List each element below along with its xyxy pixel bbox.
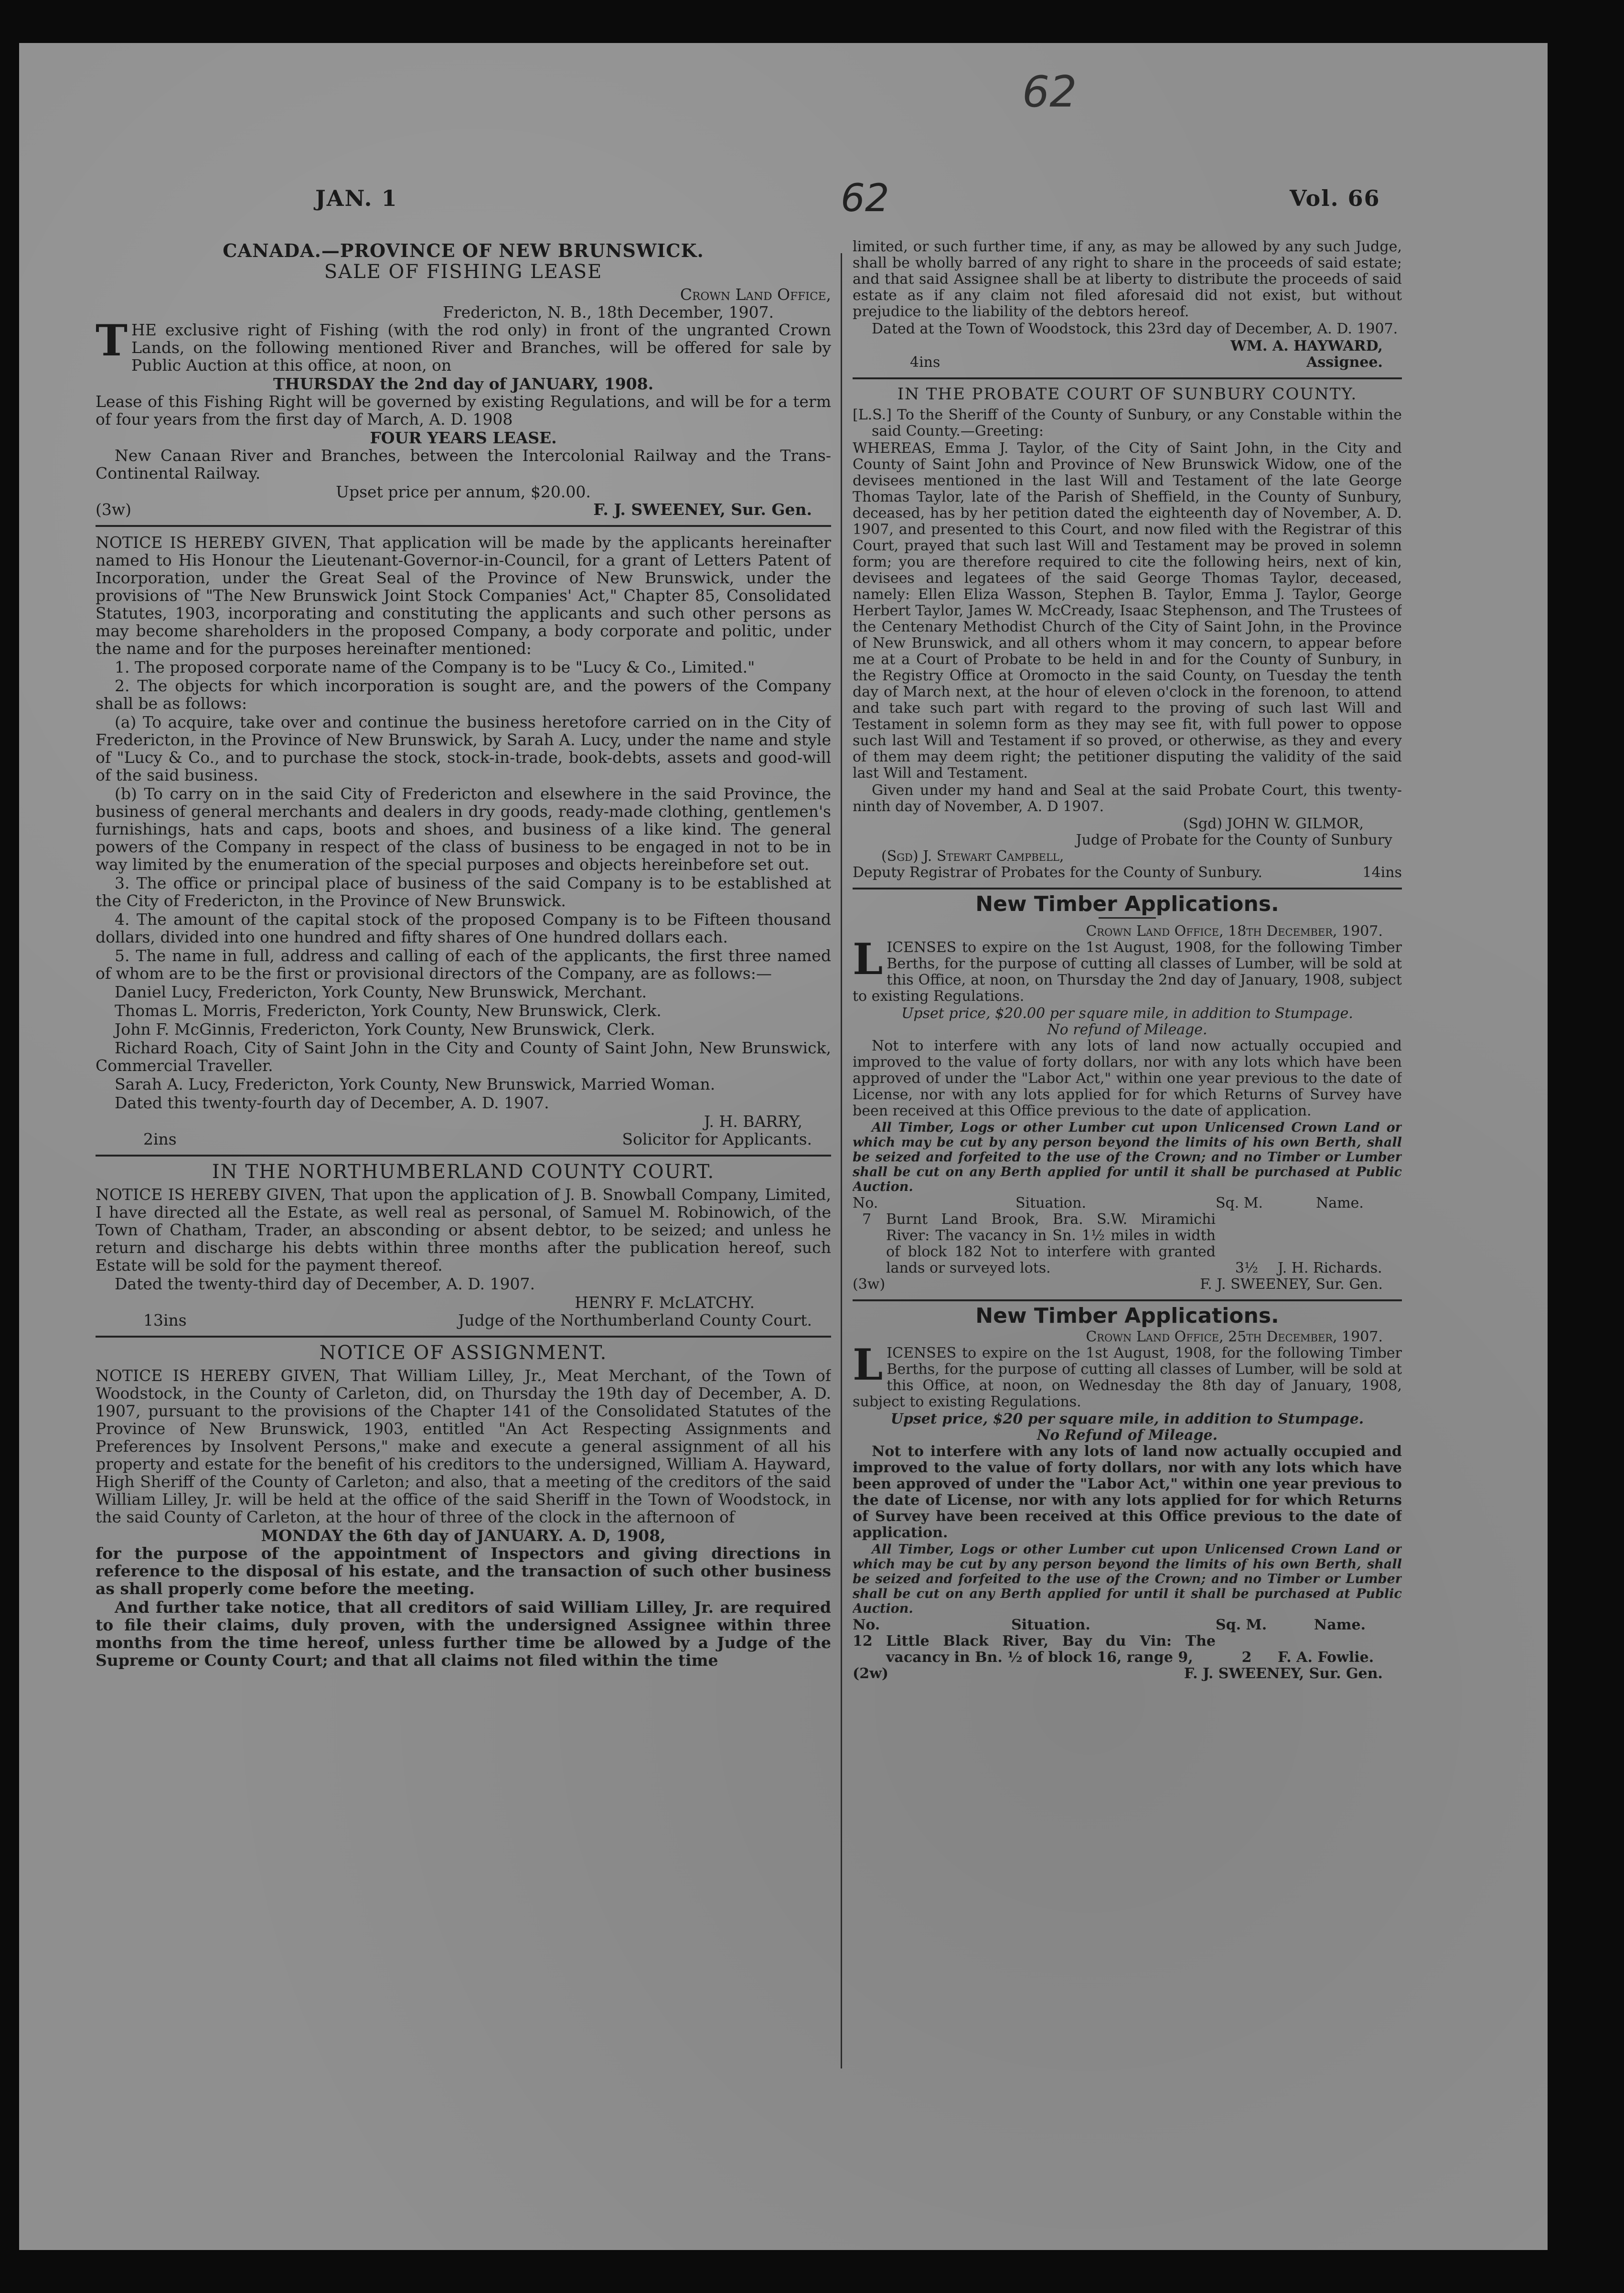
applicant: Thomas L. Morris, Fredericton, York County, New Brunswick, Clerk. — [115, 1001, 662, 1020]
berth-table — [853, 1195, 1402, 1276]
place-date: Fredericton, N. B., 18th December, 1907. — [442, 303, 774, 321]
probate-body: WHEREAS, Emma J. Taylor, of the City of Saint John, in the City and County of Saint John and Province of New Brunswick Widow, one of the devisees mentioned in the last Will and Testament of the late George Thomas Taylor, late of the Parish of Sheffield, in the County of Sunbury, deceased, has by her petition dated the eighteenth day of November, A. D. 1907, and presented to this Court, and now filed with the Registrar of this Court, prayed that such last Will and Testament may be proved in solemn form; you are therefore required to cite the following heirs, next of kin, devisees and legatees of the said George Thomas Taylor, deceased, namely: Ellen Eliza Wasson, Stephen B. Taylor, Emma J. Taylor, George Herbert Taylor, James W. McCready, Isaac Stephenson, and The Trustees of the Centenary Methodist Church of the City of Saint John, in the Province of New Brunswick, and all others whom it may concern, to appear before me at a Court of Probate to be held in and for the County of Sunbury, in the Registry Office at Oromocto in the said County, on Tuesday the tenth day of March next, at the hour of eleven o'clock in the forenoon, to attend and take such part with regard to the proving of such last Will and Testament in solemn form as they may see fit, with full power to oppose such last Will and Testament if so proved, or otherwise, as they and every of them may deem right; the petitioner disputing the validity of the said last Will and Testament. — [853, 440, 1402, 782]
given-line: Given under my hand and Seal at the said Probate Court, this twenty-ninth day of November, A. D 1907. — [853, 782, 1402, 815]
lease-body: HE exclusive right of Fishing (with the rod only) in front of the ungranted Crown Lands, on the following mentioned River and Branches, will be offered for sale by Public Auction at this office, at noon, on — [131, 321, 831, 375]
incorporation-item: 4. The amount of the capital stock of the proposed Company is to be Fifteen thousand dollars, divided into one hundred and fifty shares of One hundred dollars each. — [96, 910, 831, 946]
fishing-lease-notice — [96, 242, 831, 527]
upset-price: Upset price, $20 per square mile, in addition to Stumpage. — [890, 1411, 1364, 1427]
insertion-count: 2ins — [143, 1130, 177, 1148]
left-column — [96, 239, 831, 2088]
upset-price: Upset price per annum, $20.00. — [336, 482, 591, 501]
berth-sqm: 3½ — [1235, 1260, 1259, 1276]
incorporation-item: (a) To acquire, take over and continue the business heretofore carried on in the City of Fredericton, in the Province of New Brunswick, by Sarah A. Lucy, under the name and style of "Lucy & Co., and to purchase the stock, stock-in-trade, book-debts, assets and good-will of the said business. — [96, 713, 831, 784]
insertion-count: 4ins — [910, 354, 940, 371]
insertion-count: (3w) — [853, 1276, 886, 1293]
signer: J. H. BARRY, — [704, 1112, 802, 1131]
incorporation-item: 2. The objects for which incorporation is sought are, and the powers of the Company shall be as follows: — [96, 676, 831, 713]
judge-signature: (Sgd) JOHN W. GILMOR, — [1183, 815, 1364, 832]
deputy-role: Deputy Registrar of Probates for the County of Sunbury. — [853, 864, 1262, 881]
assignment-notice — [96, 1344, 831, 1677]
signer: HENRY F. McLATCHY. — [575, 1293, 755, 1312]
licenses-body: ICENSES to expire on the 1st August, 1908, for the following Timber Berths, for the purpose of cutting all classes of Lumber, will be sold at this Office, at noon, on Wednesday the 8th day of January, 1908, subject to existing Regulations. — [853, 1345, 1402, 1410]
notice-body: NOTICE IS HEREBY GIVEN, That upon the application of J. B. Snowball Company, Limited, I have directed all the Estate, as well real as personal, of Samuel M. Robinowich, of the Town of Chatham, Trader, an absconding or absent debtor, to be seized; and unless he return and discharge his debts within three months after the publication hereof, such Estate will be sold for the payment thereof. — [96, 1185, 831, 1275]
column-divider — [841, 253, 842, 2068]
notice-title: IN THE PROBATE COURT OF SUNBURY COUNTY. — [897, 385, 1357, 404]
incorporation-intro: NOTICE IS HEREBY GIVEN, That application will be made by the applicants hereinafter named to His Honour the Lieutenant-Governor-in-Council, for a grant of Letters Patent of Incorporation, under the Great Seal of the Province of New Brunswick, under the provisions of "The New Brunswick Joint Stock Companies' Act," Chapter 85, Consolidated Statutes, 1903, incorporating and constituting the applicants and such other persons as may become shareholders in the proposed Company, a body corporate and politic, under the name and for the purposes hereinafter mentioned: — [96, 533, 831, 658]
dated-line: Dated at the Town of Woodstock, this 23rd day of December, A. D. 1907. — [872, 321, 1398, 337]
office-date: Crown Land Office, 25th December, 1907. — [1086, 1329, 1383, 1345]
right-column — [853, 239, 1402, 2088]
short-rule — [1099, 917, 1156, 919]
timber-applications-2 — [853, 1304, 1402, 1689]
applicant: Sarah A. Lucy, Fredericton, York County, New Brunswick, Married Woman. — [115, 1075, 716, 1093]
col-header: Name. — [1314, 1617, 1366, 1633]
applicant: Richard Roach, City of Saint John in the City and County of Saint John, New Brunswick, Commercial Traveller. — [96, 1039, 831, 1075]
handwritten-page-number: 62 — [1022, 67, 1077, 117]
col-header: Situation. — [1015, 1195, 1086, 1211]
warning-note: All Timber, Logs or other Lumber cut upon Unlicensed Crown Land or which may be cut by any person beyond the limits of his own Berth, shall be seized and forfeited to the use of the Crown; and no Timber or Lumber shall be cut on any Berth applied for until it shall be purchased at Public Auction. — [853, 1542, 1402, 1616]
interfere-note: Not to interfere with any lots of land now actually occupied and improved to the value of forty dollars, nor with any lots which have been approved of under the "Labor Act," within one year previous to the date of License, nor with any lots applied for for which Returns of Survey have been received at this Office previous to the date of application. — [853, 1443, 1402, 1541]
berth-name: J. H. Richards. — [1278, 1260, 1382, 1276]
berth-name: F. A. Fowlie. — [1278, 1649, 1374, 1666]
office-date: Crown Land Office, 18th December, 1907. — [1086, 923, 1383, 940]
notice-title: CANADA.—PROVINCE OF NEW BRUNSWICK. — [223, 240, 704, 261]
berth-situation: Burnt Land Brook, Bra. S.W. Miramichi River: The vacancy in Sn. 1½ miles in width of block 182 Not to interfere with granted lands or surveyed lots. — [886, 1211, 1216, 1276]
refund-note: No refund of Mileage. — [1047, 1021, 1207, 1038]
applicant: John F. McGinnis, Fredericton, York County, New Brunswick, Clerk. — [115, 1020, 655, 1039]
upset-price: Upset price, $20.00 per square mile, in addition to Stumpage. — [901, 1005, 1353, 1022]
incorporation-item: 3. The office or principal place of business of the said Company is to be established at the City of Fredericton, in the Province of New Brunswick. — [96, 874, 831, 910]
licenses-body: ICENSES to expire on the 1st August, 1908, for the following Timber Berths, for the purpose of cutting all classes of Lumber, will be sold at this Office, at noon, on Thursday the 2nd day of January, 1908, subject to existing Regulations. — [853, 939, 1402, 1005]
probate-court-notice — [853, 386, 1402, 889]
signer: F. J. SWEENEY, Sur. Gen. — [593, 500, 812, 519]
incorporation-item: 1. The proposed corporate name of the Company is to be "Lucy & Co., Limited." — [115, 658, 755, 676]
drop-cap: T — [96, 315, 128, 366]
incorporation-item: 5. The name in full, address and calling of each of the applicants, the first three named of whom are to be the first or provisional directors of the Company, are as follows:— — [96, 946, 831, 983]
notice-title: New Timber Applications. — [975, 1304, 1279, 1328]
col-header: No. — [853, 1617, 880, 1633]
dated-line: Dated this twenty-fourth day of December, A. D. 1907. — [115, 1093, 549, 1112]
interfere-note: Not to interfere with any lots of land now actually occupied and improved to the value of forty dollars, nor with any lots which have been approved of under the "Labor Act," within one year previous to the date of License, nor with any lots applied for for which Returns of Survey have been received at this Office previous to the date of application. — [853, 1038, 1402, 1119]
meeting-purpose: for the purpose of the appointment of Inspectors and giving directions in reference to the disposal of his estate, and the transaction of such other business as shall properly come before the meeting. — [96, 1544, 831, 1598]
col-header: Sq. M. — [1216, 1617, 1267, 1633]
notice-subtitle: SALE OF FISHING LEASE — [324, 261, 603, 283]
header-date: JAN. 1 — [315, 185, 398, 211]
signer-role: Solicitor for Applicants. — [622, 1130, 812, 1148]
notice-body: NOTICE IS HEREBY GIVEN, That William Lilley, Jr., Meat Merchant, of the Town of Woodstock, in the County of Carleton, did, on Thursday the 19th day of December, A. D. 1907, pursuant to the provisions of the Chapter 141 of the Consolidated Statutes of the Province of New Brunswick, 1903, entitled "An Act Respecting Assignments and Preferences by Insolvent Persons," make and execute a general assignment of all his property and estate for the benefit of his creditors to the undersigned, William A. Hayward, High Sheriff of the County of Carleton; and also, that a meeting of the creditors of the said William Lilley, Jr. will be held at the office of the said Sheriff in the Town of Woodstock, in the said County of Carleton, at the hour of three of the clock in the afternoon of — [96, 1366, 831, 1526]
applicant: Daniel Lucy, Fredericton, York County, New Brunswick, Merchant. — [115, 983, 647, 1001]
insertion-count: (2w) — [853, 1665, 889, 1682]
river-description: New Canaan River and Branches, between the Intercolonial Railway and the Trans-Continental Railway. — [96, 446, 831, 482]
header-volume: Vol. 66 — [1290, 185, 1380, 211]
lease-terms: Lease of this Fishing Right will be governed by existing Regulations, and will be for a term of four years from the first day of March, A. D. 1908 — [96, 392, 831, 429]
assignment-continued-text: limited, or such further time, if any, as may be allowed by any such Judge, shall be wholly barred of any right to share in the proceeds of said estate; and that said Assignee shall be at liberty to distribute the proceeds of said estate as if any claim not filed aforesaid did not exist, but without prejudice to the liability of the debtors hereof. — [853, 239, 1402, 320]
probate-address: To the Sheriff of the County of Sunbury, or any Constable within the said County.—Greeting: — [872, 407, 1402, 439]
signer-role: Judge of the Northumberland County Court. — [458, 1311, 812, 1329]
col-header: Sq. M. — [1216, 1195, 1263, 1211]
warning-note: All Timber, Logs or other Lumber cut upon Unlicensed Crown Land or which may be cut by any person beyond the limits of his own Berth, shall be seized and forfeited to the use of the Crown; and no Timber or Lumber shall be cut on any Berth applied for until it shall be purchased at Public Auction. — [853, 1120, 1402, 1194]
col-header: Situation. — [1011, 1617, 1090, 1633]
northumberland-court-notice — [96, 1163, 831, 1338]
signer: F. J. SWEENEY, Sur. Gen. — [1184, 1665, 1383, 1682]
insertion-count: 14ins — [1362, 864, 1402, 881]
signer: F. J. SWEENEY, Sur. Gen. — [1200, 1276, 1383, 1293]
judge-role: Judge of Probate for the County of Sunbury — [1076, 832, 1392, 848]
berth-sqm: 2 — [1241, 1649, 1252, 1666]
col-header: No. — [853, 1195, 878, 1211]
berth-situation: Little Black River, Bay du Vin: The vacancy in Bn. ½ of block 16, range 9, — [886, 1633, 1216, 1666]
col-header: Name. — [1316, 1195, 1364, 1211]
page-number-mark: 62 — [841, 176, 889, 220]
insertion-count: (3w) — [96, 500, 131, 519]
dated-line: Dated the twenty-third day of December, A. D. 1907. — [115, 1275, 535, 1293]
berth-no: 7 — [862, 1211, 872, 1228]
incorporation-item: (b) To carry on in the said City of Fredericton and elsewhere in the said Province, the business of general merchants and dealers in dry goods, ready-made clothing, gentlemen's furnishings, hats and caps, boots and shoes, and business of a like kind. The general powers of the Company in respect of the class of business to be engaged in not to be in way limited by the enumeration of the special purposes and objects hereinbefore set out. — [96, 784, 831, 874]
lease-heading: FOUR YEARS LEASE. — [370, 429, 557, 447]
drop-cap: L — [853, 1339, 883, 1390]
notice-title: New Timber Applications. — [975, 892, 1279, 916]
auction-day: THURSDAY the 2nd day of JANUARY, 1908. — [273, 375, 654, 393]
insertion-count: 13ins — [143, 1311, 187, 1329]
berth-no: 12 — [853, 1633, 873, 1650]
incorporation-notice — [96, 534, 831, 1157]
further-notice: And further take notice, that all creditors of said William Lilley, Jr. are required to file their claims, duly proven, with the undersigned Assignee within three months from the time hereof, unless further time be allowed by a Judge of the Supreme or County Court; and that all claims not filed within the time — [96, 1598, 831, 1670]
drop-cap: L — [853, 934, 883, 985]
notice-title: NOTICE OF ASSIGNMENT. — [319, 1342, 608, 1364]
notice-title: IN THE NORTHUMBERLAND COUNTY COURT. — [212, 1161, 715, 1183]
office-line: Crown Land Office, — [680, 285, 831, 304]
timber-applications-1 — [853, 892, 1402, 1301]
refund-note: No Refund of Mileage. — [1036, 1427, 1218, 1444]
meeting-day: MONDAY the 6th day of JANUARY. A. D, 1908, — [261, 1526, 666, 1545]
berth-table — [853, 1617, 1402, 1666]
assignment-continued — [853, 239, 1402, 379]
deputy-signature: (Sgd) J. Stewart Campbell, — [881, 848, 1064, 865]
seal: [L.S.] — [853, 407, 892, 423]
signer: WM. A. HAYWARD, — [1230, 338, 1383, 354]
signer-role: Assignee. — [1306, 354, 1383, 371]
